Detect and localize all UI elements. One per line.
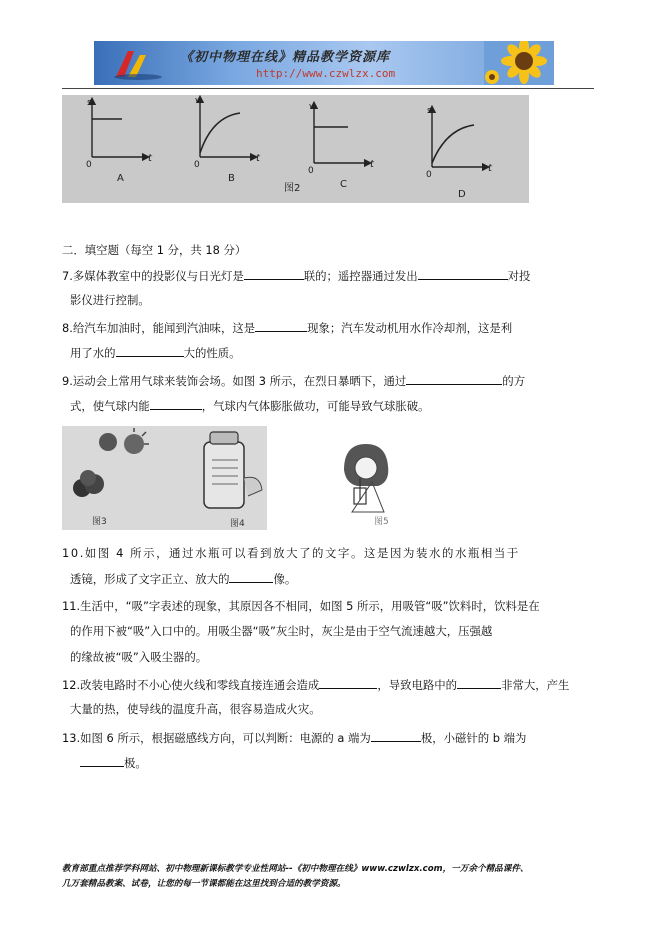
q9-blank-1[interactable] bbox=[406, 372, 502, 385]
figures-3-4-5 bbox=[62, 426, 492, 530]
graph-c-x-label: t bbox=[370, 159, 374, 170]
q9-text-c: 式，使气球内能 bbox=[70, 399, 150, 413]
graph-b-y-label: v bbox=[195, 96, 201, 106]
q8-text-a: 8.给汽车加油时，能闻到汽油味，这是 bbox=[62, 321, 256, 335]
question-9-line-2 bbox=[70, 397, 430, 414]
graph-d bbox=[426, 109, 486, 180]
graph-c bbox=[308, 105, 368, 176]
q9-blank-2[interactable] bbox=[150, 397, 202, 410]
question-13-line-2 bbox=[80, 754, 147, 771]
graph-b-x-label: t bbox=[256, 153, 260, 164]
graph-a-label: A bbox=[117, 173, 124, 184]
question-11-line-2: 的作用下被“吸”入口中的。用吸尘器“吸”灰尘时，灰尘是由于空气流速越大，压强越 bbox=[70, 624, 493, 638]
site-logo-icon bbox=[108, 47, 164, 81]
q7-blank-1[interactable] bbox=[244, 267, 304, 280]
figure-2-graphs bbox=[62, 95, 529, 203]
question-11-line-1: 11.生活中，“吸”字表述的现象，其原因各不相同，如图 5 所示，用吸管“吸”饮料时，饮料是在 bbox=[62, 599, 540, 613]
q13-blank-2[interactable] bbox=[80, 754, 124, 767]
footer-line-2: 几万套精品教案、试卷，让您的每一节课都能在这里找到合适的教学资源。 bbox=[62, 879, 346, 889]
q10-blank-1[interactable] bbox=[229, 570, 273, 583]
q13-text-b: 极，小磁针的 b 端为 bbox=[420, 731, 527, 745]
q8-blank-1[interactable] bbox=[255, 319, 307, 332]
header-url: http://www.czwlzx.com bbox=[256, 67, 396, 80]
header-divider bbox=[62, 88, 594, 89]
question-12-line-2: 大量的热，使导线的温度升高，很容易造成火灾。 bbox=[70, 702, 321, 716]
question-7-line-2: 影仪进行控制。 bbox=[70, 293, 150, 307]
figure-3-caption: 图3 bbox=[92, 517, 107, 527]
q8-text-c: 用了水的 bbox=[70, 346, 116, 360]
header-title: 《初中物理在线》精品教学资源库 bbox=[180, 50, 391, 65]
question-8-line-1 bbox=[62, 319, 512, 336]
graph-d-x-label: t bbox=[488, 163, 492, 174]
svg-text:0: 0 bbox=[86, 160, 92, 170]
footer-line-1: 教育部重点推荐学科网站、初中物理新课标教学专业性网站--《初中物理在线》www.czwlzx.com，一万余个精品课件、 bbox=[62, 864, 529, 874]
figure-2-caption: 图2 bbox=[284, 183, 301, 194]
q10-text-b: 像。 bbox=[273, 572, 297, 586]
q7-text-c: 对投 bbox=[507, 269, 531, 283]
graph-b-label: B bbox=[228, 173, 235, 184]
question-11-line-3: 的缘故被“吸”入吸尘器的。 bbox=[70, 650, 208, 664]
question-12-line-1 bbox=[62, 676, 569, 693]
q8-text-b: 现象；汽车发动机用水作冷却剂，这是利 bbox=[307, 321, 513, 335]
q9-text-a: 9.运动会上常用气球来装饰会场。如图 3 所示，在烈日暴晒下，通过 bbox=[62, 374, 407, 388]
q13-text-a: 13.如图 6 所示，根据磁感线方向，可以判断：电源的 a 端为 bbox=[62, 731, 371, 745]
q13-blank-1[interactable] bbox=[371, 729, 421, 742]
sunflower-icon bbox=[484, 41, 554, 85]
q9-text-d: ，气球内气体膨胀做功，可能导致气球胀破。 bbox=[201, 399, 430, 413]
section-heading: 二．填空题（每空 1 分，共 18 分） bbox=[62, 243, 247, 257]
figures-3-4-5-svg bbox=[62, 426, 492, 530]
question-10-line-2 bbox=[70, 570, 296, 587]
q9-text-b: 的方 bbox=[502, 374, 526, 388]
figure-4-caption: 图4 bbox=[230, 519, 245, 529]
q12-blank-1[interactable] bbox=[319, 676, 377, 689]
svg-text:0: 0 bbox=[194, 160, 200, 170]
graph-c-y-label: v bbox=[309, 102, 315, 112]
q12-text-c: 非常大，产生 bbox=[501, 678, 570, 692]
graph-a bbox=[86, 101, 146, 170]
q8-text-d: 大的性质。 bbox=[183, 346, 241, 360]
graph-a-y-label: s bbox=[87, 98, 92, 108]
svg-text:0: 0 bbox=[426, 170, 432, 180]
figure-2-svg bbox=[62, 95, 529, 203]
figure-5-caption: 图5 bbox=[374, 517, 389, 527]
question-9-line-1 bbox=[62, 372, 525, 389]
question-8-line-2 bbox=[70, 344, 241, 361]
child-with-straw-icon bbox=[344, 444, 388, 512]
graph-d-y-label: s bbox=[427, 106, 432, 116]
graph-b bbox=[194, 99, 254, 170]
svg-text:0: 0 bbox=[308, 166, 314, 176]
question-10-line-1: 10.如图 4 所示，通过水瓶可以看到放大了的文字。这是因为装水的水瓶相当于 bbox=[62, 546, 520, 560]
question-7-line-1 bbox=[62, 267, 530, 284]
q13-text-c: 极。 bbox=[124, 756, 147, 770]
q8-blank-2[interactable] bbox=[116, 344, 184, 357]
q10-text-a: 透镜，形成了文字正立、放大的 bbox=[70, 572, 230, 586]
header-banner bbox=[94, 41, 554, 85]
question-13-line-1 bbox=[62, 729, 526, 746]
q7-blank-2[interactable] bbox=[418, 267, 508, 280]
graph-a-x-label: t bbox=[148, 153, 152, 164]
q12-text-a: 12.改装电路时不小心使火线和零线直接连通会造成 bbox=[62, 678, 320, 692]
graph-c-label: C bbox=[340, 179, 347, 190]
graph-d-label: D bbox=[458, 189, 466, 200]
q7-text-b: 联的；遥控器通过发出 bbox=[303, 269, 418, 283]
q7-text-a: 7.多媒体教室中的投影仪与日光灯是 bbox=[62, 269, 244, 283]
q12-text-b: ，导致电路中的 bbox=[377, 678, 458, 692]
q12-blank-2[interactable] bbox=[457, 676, 501, 689]
